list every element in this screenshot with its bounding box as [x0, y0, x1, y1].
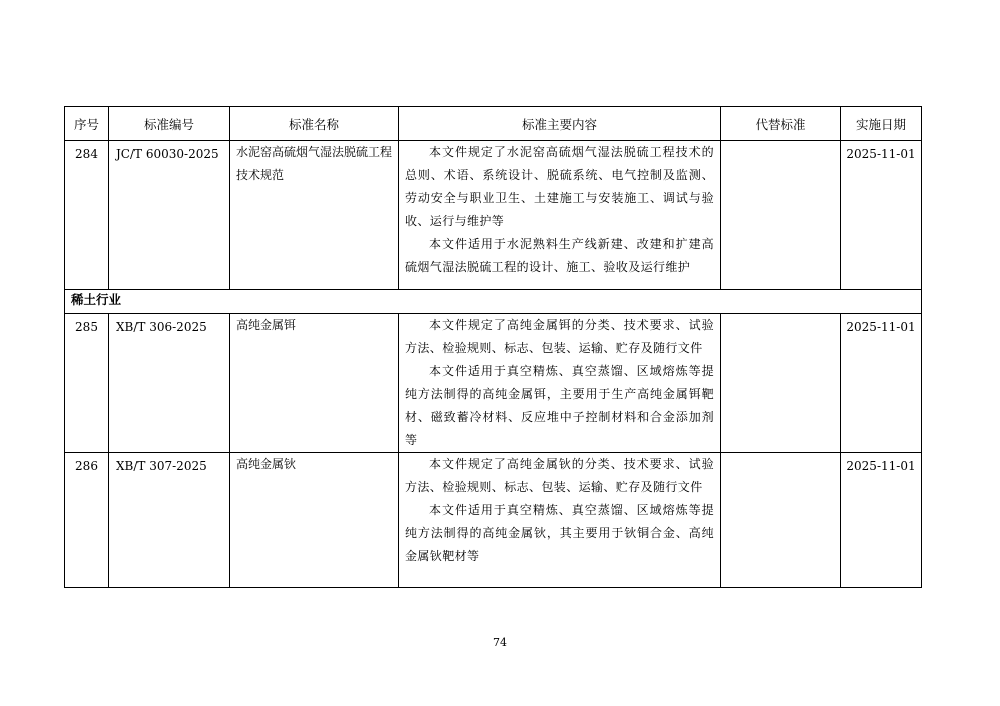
row-no: 286: [65, 453, 109, 588]
table-row: [65, 141, 922, 290]
row-replace: [721, 453, 841, 588]
row-no: 285: [65, 314, 109, 453]
table-row: [65, 453, 922, 588]
header-content: 标准主要内容: [399, 107, 721, 141]
header-date: 实施日期: [841, 107, 922, 141]
standards-table: [64, 106, 922, 588]
content-paragraph-scope: 本文件规定了高纯金属钬的分类、技术要求、试验方法、检验规则、标志、包装、运输、贮存及随行文件: [405, 457, 714, 494]
content-paragraph-application: 本文件适用于水泥熟料生产线新建、改建和扩建高硫烟气湿法脱硫工程的设计、施工、验收及运行维护: [405, 237, 714, 274]
content-paragraph-scope: 本文件规定了高纯金属铒的分类、技术要求、试验方法、检验规则、标志、包装、运输、贮存及随行文件: [405, 318, 714, 355]
row-name: [230, 453, 399, 588]
row-code: XB/T 307-2025: [109, 453, 230, 588]
row-name-text: 高纯金属钬: [236, 457, 297, 471]
row-content: [399, 453, 721, 588]
row-name-text: 高纯金属铒: [236, 318, 297, 332]
row-date: 2025-11-01: [841, 314, 922, 453]
group-row: [65, 290, 922, 314]
content-paragraph-scope: 本文件规定了水泥窑高硫烟气湿法脱硫工程技术的总则、术语、系统设计、脱硫系统、电气控制及监测、劳动安全与职业卫生、土建施工与安装施工、调试与验收、运行与维护等: [405, 145, 714, 228]
table-row: [65, 314, 922, 453]
row-code: XB/T 306-2025: [109, 314, 230, 453]
row-content: [399, 314, 721, 453]
content-paragraph-application: 本文件适用于真空精炼、真空蒸馏、区域熔炼等提纯方法制得的高纯金属铒，主要用于生产高纯金属铒靶材、磁致蓄冷材料、反应堆中子控制材料和合金添加剂等: [405, 364, 714, 447]
row-replace: [721, 314, 841, 453]
row-code: JC/T 60030-2025: [109, 141, 230, 290]
row-content: [399, 141, 721, 290]
row-name-text: 水泥窑高硫烟气湿法脱硫工程技术规范: [236, 145, 393, 182]
header-code: 标准编号: [109, 107, 230, 141]
row-name: [230, 141, 399, 290]
header-name: 标准名称: [230, 107, 399, 141]
header-replace: 代替标准: [721, 107, 841, 141]
row-replace: [721, 141, 841, 290]
row-name: [230, 314, 399, 453]
content-paragraph-application: 本文件适用于真空精炼、真空蒸馏、区域熔炼等提纯方法制得的高纯金属钬，其主要用于钬铜合金、高纯金属钬靶材等: [405, 503, 714, 563]
header-no: 序号: [65, 107, 109, 141]
table-header-row: [65, 107, 922, 141]
row-date: 2025-11-01: [841, 453, 922, 588]
page-number: 74: [493, 636, 507, 649]
group-title: 稀土行业: [65, 290, 922, 314]
row-date: 2025-11-01: [841, 141, 922, 290]
row-no: 284: [65, 141, 109, 290]
